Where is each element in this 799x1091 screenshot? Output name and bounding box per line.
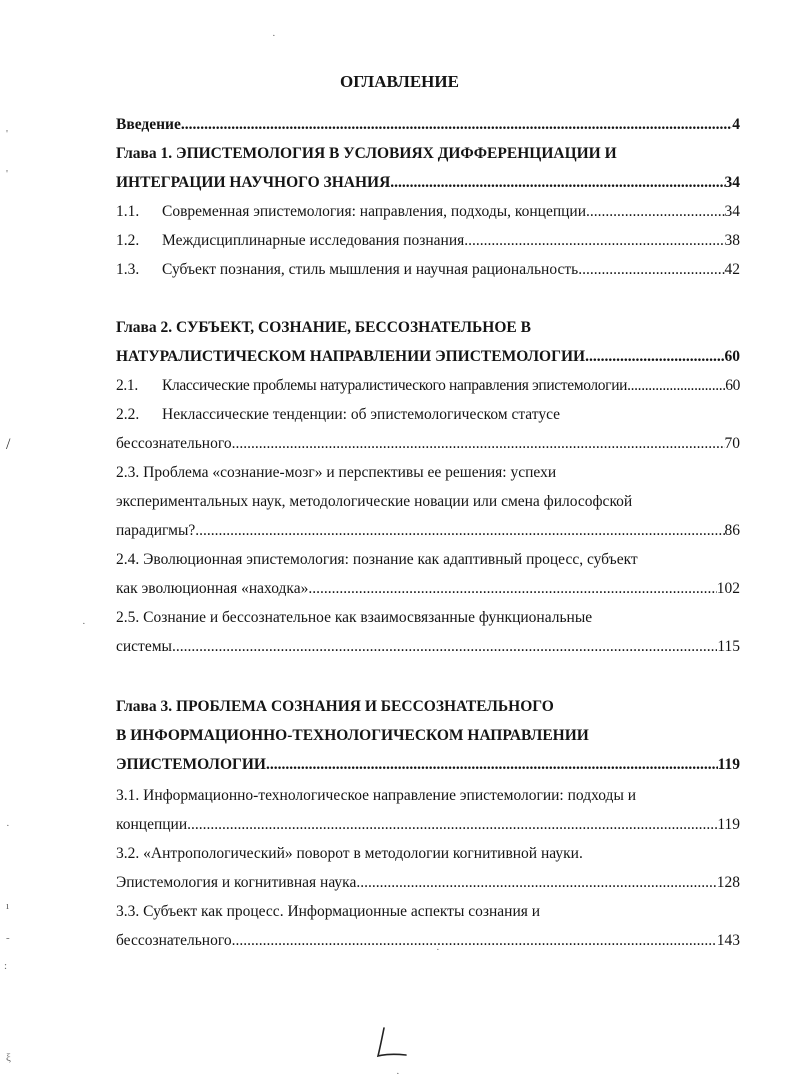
toc-entry-title: ЭПИСТЕМОЛОГИИ	[116, 756, 266, 773]
page-number: 34	[724, 174, 740, 191]
toc-section-3-1[interactable]: 3.1. Информационно-технологическое направление эпистемологии: подходы и	[116, 787, 637, 804]
page-number: 102	[716, 580, 740, 597]
section-title: Междисциплинарные исследования познания	[162, 232, 465, 249]
page-number: 119	[717, 816, 740, 833]
toc-section-2-5-cont[interactable]	[116, 636, 740, 658]
section-title: Неклассические тенденции: об эпистемологическом статусе	[162, 406, 561, 423]
page-number: 34	[724, 203, 740, 220]
section-title-cont: как эволюционная «находка»	[116, 580, 309, 597]
toc-section-2-2[interactable]	[116, 404, 740, 426]
scan-mark: ı	[6, 900, 10, 912]
toc-section-1-2[interactable]	[116, 230, 740, 252]
toc-section-2-4[interactable]: 2.4. Эволюционная эпистемология: познание как адаптивный процесс, субъект	[116, 551, 638, 568]
leader-dots	[586, 201, 724, 223]
section-title-cont: бессознательного	[116, 435, 232, 452]
page-title: ОГЛАВЛЕНИЕ	[340, 72, 459, 91]
page-number: 143	[716, 932, 740, 949]
toc-section-2-3[interactable]: 2.3. Проблема «сознание-мозг» и перспективы ее решения: успехи	[116, 464, 557, 481]
toc-entry-title: ИНТЕГРАЦИИ НАУЧНОГО ЗНАНИЯ	[116, 174, 391, 191]
toc-section-2-3-cont2[interactable]	[116, 520, 740, 542]
page-number: 70	[724, 435, 740, 452]
leader-dots	[464, 230, 724, 252]
scan-mark: ·	[396, 1068, 400, 1080]
toc-section-1-3[interactable]	[116, 259, 740, 281]
page-number: 4	[732, 116, 740, 133]
section-title: Субъект познания, стиль мышления и научная рациональность	[162, 261, 579, 278]
toc-section-1-1[interactable]	[116, 201, 740, 223]
toc-entry-title: Введение	[116, 116, 181, 133]
leader-dots	[578, 259, 724, 281]
toc-section-3-2-cont[interactable]	[116, 872, 740, 894]
leader-dots	[232, 930, 717, 952]
leader-dots	[390, 172, 724, 194]
chapter-2-heading-cont[interactable]	[116, 346, 740, 368]
toc-entry-intro[interactable]	[116, 114, 740, 136]
section-number: 1.3.	[116, 261, 140, 278]
page-number: 128	[716, 874, 740, 891]
toc-section-2-4-cont[interactable]	[116, 578, 740, 600]
page-number: 60	[724, 348, 740, 365]
section-title-cont: парадигмы?	[116, 522, 196, 539]
toc-section-2-1[interactable]	[116, 375, 740, 397]
page-number: 86	[724, 522, 740, 539]
leader-dots	[195, 520, 724, 542]
chapter-2-heading[interactable]: Глава 2. СУБЪЕКТ, СОЗНАНИЕ, БЕССОЗНАТЕЛЬНОЕ В	[116, 319, 531, 336]
section-title: Современная эпистемология: направления, подходы, концепции	[162, 203, 587, 220]
leader-dots	[627, 375, 725, 397]
page-number: 42	[724, 261, 740, 278]
page-number: 60	[725, 377, 740, 394]
toc-section-2-2-cont[interactable]	[116, 433, 740, 455]
scan-mark: /	[6, 436, 11, 453]
scan-mark: -	[6, 932, 10, 944]
section-number: 1.1.	[116, 203, 140, 220]
section-title-cont: концепции	[116, 816, 188, 833]
leader-dots	[356, 872, 716, 894]
toc-section-3-3[interactable]: 3.3. Субъект как процесс. Информационные аспекты сознания и	[116, 903, 541, 920]
leader-dots	[585, 346, 724, 368]
scan-mark: ξ	[6, 1052, 11, 1064]
toc-section-2-5[interactable]: 2.5. Сознание и бессознательное как взаимосвязанные функциональные	[116, 609, 593, 626]
scan-mark: ·	[272, 30, 276, 42]
chapter-1-heading-cont[interactable]	[116, 172, 740, 194]
scan-mark: '	[6, 128, 8, 140]
section-title-cont: Эпистемология и когнитивная наука	[116, 874, 357, 891]
toc-section-3-2[interactable]: 3.2. «Антропологический» поворот в методологии когнитивной науки.	[116, 845, 583, 862]
section-title-cont: бессознательного	[116, 932, 232, 949]
page-number: 115	[717, 638, 740, 655]
scan-mark: ·	[6, 820, 10, 832]
leader-dots	[172, 636, 717, 658]
leader-dots	[308, 578, 716, 600]
chapter-3-heading-cont2[interactable]	[116, 754, 740, 776]
leader-dots	[181, 114, 732, 136]
leader-dots	[187, 814, 717, 836]
scan-mark: '	[6, 168, 8, 180]
handwritten-mark	[372, 1024, 412, 1064]
toc-section-2-3-cont[interactable]: экспериментальных наук, методологические новации или смена философской	[116, 493, 633, 510]
section-number: 1.2.	[116, 232, 140, 249]
scan-mark: :	[4, 960, 8, 972]
section-title: Классические проблемы натуралистического направления эпистемологии	[162, 377, 628, 394]
section-number: 2.2.	[116, 406, 140, 423]
leader-dots	[266, 754, 718, 776]
section-title-cont: системы	[116, 638, 172, 655]
section-number: 2.1.	[116, 377, 138, 394]
leader-dots	[232, 433, 725, 455]
scan-mark: ·	[436, 944, 440, 956]
chapter-3-heading-cont[interactable]: В ИНФОРМАЦИОННО-ТЕХНОЛОГИЧЕСКОМ НАПРАВЛЕНИИ	[116, 727, 589, 744]
page-number: 119	[717, 756, 740, 773]
toc-section-3-1-cont[interactable]	[116, 814, 740, 836]
chapter-3-heading[interactable]: Глава 3. ПРОБЛЕМА СОЗНАНИЯ И БЕССОЗНАТЕЛЬНОГО	[116, 698, 554, 715]
toc-section-3-3-cont[interactable]	[116, 930, 740, 952]
scan-mark: ·	[82, 618, 86, 630]
page-number: 38	[724, 232, 740, 249]
chapter-1-heading[interactable]: Глава 1. ЭПИСТЕМОЛОГИЯ В УСЛОВИЯХ ДИФФЕРЕНЦИАЦИИ И	[116, 145, 617, 162]
toc-entry-title: НАТУРАЛИСТИЧЕСКОМ НАПРАВЛЕНИИ ЭПИСТЕМОЛОГИИ	[116, 348, 586, 365]
